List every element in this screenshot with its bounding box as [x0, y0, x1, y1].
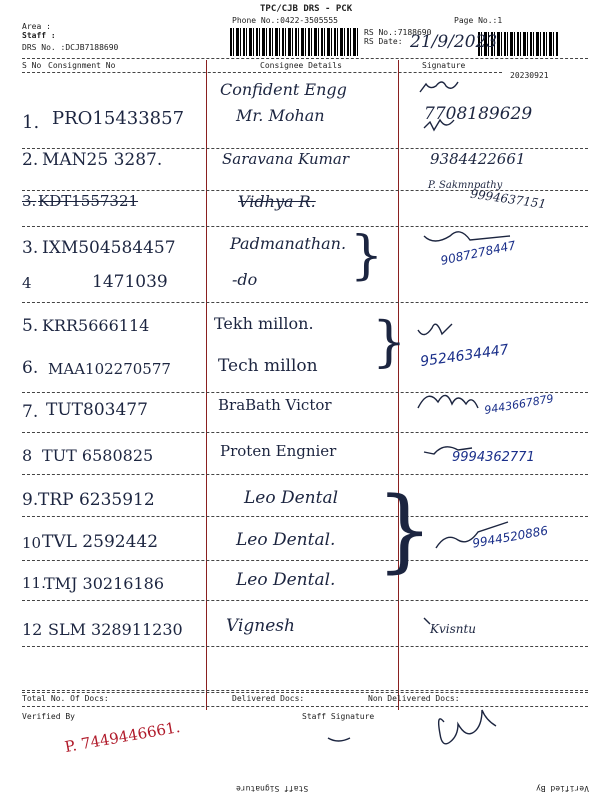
rs-date-handwritten: 21/9/2023 [410, 32, 498, 52]
row-9-consignee: Leo Dental [244, 488, 339, 508]
row-6-signature: 9524634447 [419, 341, 510, 371]
row-divider [22, 148, 588, 149]
row-1-signature: 7708189629 [424, 104, 533, 124]
row-divider [22, 690, 588, 691]
header-rule-2 [22, 72, 502, 73]
row-divider [22, 600, 588, 601]
col-consignee: Consignee Details [260, 61, 342, 70]
area-label: Area : [22, 22, 51, 31]
row-divider [22, 432, 588, 433]
row-5-sno: 5. [22, 316, 39, 336]
phone-number: Phone No.:0422-3505555 [232, 16, 338, 25]
row-6-consignee: Tech millon [218, 356, 318, 376]
row-7-signature: 9443667879 [483, 392, 555, 417]
row-3b-4-brace: } [350, 226, 384, 286]
row-1-sno: 1. [22, 112, 40, 133]
row-4-consignment: 1471039 [92, 272, 168, 292]
row-12-signature: Kvisntu [430, 622, 477, 636]
row-10-sno: 10 [22, 534, 42, 552]
row-3b-sno: 3. [22, 238, 39, 258]
row-4-sno: 4 [22, 274, 32, 292]
verified-by-label: Verified By [22, 712, 75, 721]
row-2-signature: 9384422661 [430, 150, 526, 168]
page-number: Page No.:1 [454, 16, 503, 25]
row-6-consignment: MAA102270577 [48, 360, 171, 378]
footer-rule [22, 692, 588, 693]
margin-rule-2 [398, 60, 399, 710]
row-9-consignment: TRP 6235912 [38, 490, 155, 510]
barcode [230, 28, 360, 56]
col-signature: Signature [422, 61, 466, 70]
row-11-consignee: Leo Dental. [236, 570, 336, 590]
row-divider [22, 516, 588, 517]
row-7-sno: 7. [22, 402, 39, 422]
row-3-signature: 9994637151 [469, 186, 547, 212]
row-11-sno: 11. [22, 574, 46, 592]
row-divider [22, 392, 588, 393]
row-12-consignee: Vignesh [226, 616, 295, 636]
staff-label: Staff : [22, 31, 56, 40]
footer-rule-2 [22, 706, 588, 707]
row-8-signature: 9994362771 [452, 450, 535, 465]
row-4-consignee: -do [232, 270, 258, 289]
row-9-11-brace: } [376, 478, 434, 583]
row-7-consignment: TUT803477 [46, 400, 148, 420]
row-10-consignment: TVL 2592442 [42, 532, 159, 552]
row-12-consignment: SLM 328911230 [48, 620, 183, 639]
row-9-sno: 9. [22, 490, 39, 510]
row-12-sno: 12 [22, 620, 43, 639]
row-3b-consignee: Padmanathan. [230, 234, 347, 253]
total-docs-label: Total No. Of Docs: [22, 694, 109, 703]
rs-date-label: RS Date: [364, 37, 403, 46]
row-3-consignment: KDT1557321 [38, 192, 139, 210]
row-1-consignee-company: Confident Engg [220, 80, 347, 99]
row-divider [22, 302, 588, 303]
row-7-consignee: BraBath Victor [218, 396, 332, 414]
row-3-sno: 3. [22, 192, 37, 210]
margin-rule-1 [206, 60, 207, 710]
drs-number: DRS No. :DCJB7188690 [22, 43, 119, 52]
staff-signature-label: Staff Signature [302, 712, 375, 721]
row-divider [22, 226, 588, 227]
header-rule [22, 58, 588, 59]
non-delivered-docs-label: Non Delivered Docs: [368, 694, 460, 703]
row-8-consignee: Proten Engnier [220, 442, 337, 460]
row-divider [22, 646, 588, 647]
document-title: TPC/CJB DRS - PCK [260, 4, 353, 14]
row-1-consignment: PRO15433857 [52, 108, 185, 129]
row-2-consignment: MAN25 3287. [42, 150, 163, 170]
row-5-6-brace: } [372, 310, 407, 373]
date-stamp: 20230921 [510, 71, 549, 80]
delivered-docs-label: Delivered Docs: [232, 694, 305, 703]
row-2-sno: 2. [22, 150, 39, 170]
row-divider [22, 474, 588, 475]
row-10-signature: 9944520886 [471, 523, 549, 551]
row-2-consignee: Saravana Kumar [222, 150, 349, 168]
row-10-consignee: Leo Dental. [236, 530, 336, 550]
row-3b-consignment: IXM504584457 [42, 238, 176, 258]
mirrored-staff-signature: Staff Signature [236, 784, 309, 793]
col-consignment: Consignment No [48, 61, 116, 70]
row-3-consignee: Vidhya R. [238, 192, 316, 211]
row-6-sno: 6. [22, 358, 39, 378]
row-8-sno: 8 [22, 446, 33, 465]
row-11-consignment: TMJ 30216186 [44, 574, 164, 593]
col-sno: S No [22, 61, 42, 70]
row-5-consignment: KRR5666114 [42, 316, 150, 335]
row-8-consignment: TUT 6580825 [42, 446, 154, 465]
row-3b-signature: 9087278447 [439, 238, 517, 268]
row-3-signer: P. Sakmnpathy [428, 180, 503, 191]
row-5-consignee: Tekh millon. [214, 314, 314, 333]
mirrored-verified-by: Verified By [536, 784, 589, 793]
verifier-handwriting: P. 7449446661. [63, 717, 182, 757]
rs-number: RS No.:7188690 [364, 28, 432, 37]
row-divider [22, 560, 588, 561]
row-1-consignee: Mr. Mohan [236, 106, 325, 125]
